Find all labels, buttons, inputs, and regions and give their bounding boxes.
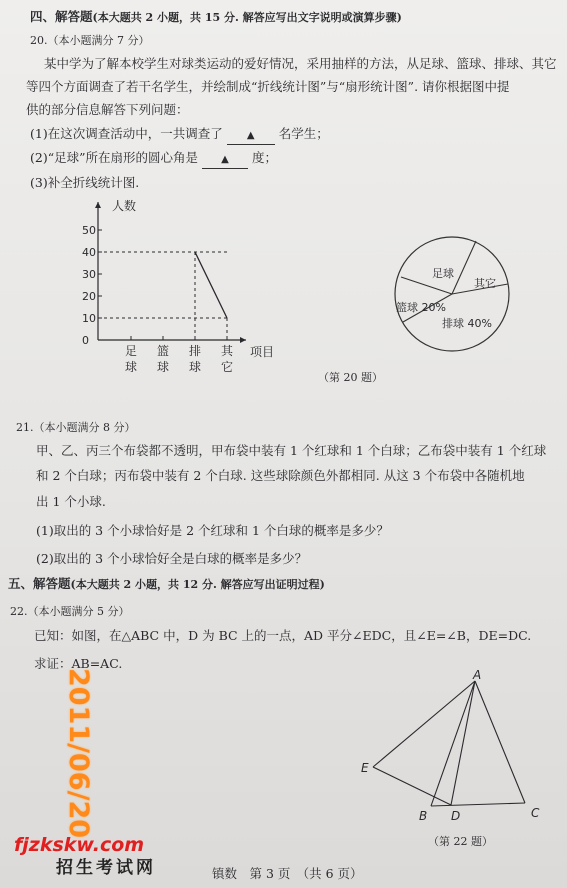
category-label: 它 (221, 360, 234, 374)
q20-caption: （第 20 题） (318, 371, 383, 384)
pie-chart (390, 235, 520, 360)
segment-AC (475, 681, 525, 803)
answer-blank-1[interactable]: ▲ (227, 126, 275, 145)
y-tick-label: 20 (82, 290, 96, 303)
y-tick-label: 40 (82, 246, 96, 259)
q22-header: 22.（本小题满分 5 分） (10, 605, 130, 618)
q20-sub1: (1)在这次调查活动中，一共调查了 ▲ 名学生； (30, 126, 329, 145)
q20-sub3: (3)补全折线统计图. (30, 175, 140, 190)
x-axis-arrow (240, 337, 246, 343)
section4-heading: 四、解答题(本大题共 2 小题，共 15 分. 解答应写出文字说明或演算步骤) (30, 9, 402, 24)
line-chart-ticks (82, 224, 102, 347)
category-label: 足 (125, 344, 138, 358)
category-label: 球 (157, 360, 170, 374)
q21-text-line2: 和 2 个白球；丙布袋中装有 2 个白球. 这些球除颜色外都相同. 从这 3 个布袋中各随机地 (36, 468, 525, 483)
pie-label-basketball: 篮球 20% (396, 301, 446, 314)
answer-blank-2[interactable]: ▲ (202, 150, 248, 169)
category-label: 排 (189, 344, 202, 358)
pie-divider-soccer-other (452, 241, 476, 294)
y-axis-arrow (95, 202, 101, 208)
q20-sub2: (2)“足球”所在扇形的圆心角是 ▲ 度； (30, 150, 277, 169)
geometry-figure (355, 665, 555, 825)
y-tick-label: 30 (82, 268, 96, 281)
line-chart-xlabel: 项目 (250, 345, 275, 359)
q20-text-line1: 某中学为了解本校学生对球类运动的爱好情况，采用抽样的方法，从足球、篮球、排球、其它 (44, 56, 557, 71)
date-stamp: 2011/06/20 (63, 668, 94, 839)
y-tick-label: 0 (82, 334, 89, 347)
q21-text-line1: 甲、乙、丙三个布袋都不透明，甲布袋中装有 1 个红球和 1 个白球；乙布袋中装有 1 个红球 (36, 443, 547, 458)
pie-label-soccer: 足球 (432, 267, 454, 280)
line-chart-guides (98, 252, 227, 318)
q21-text-line3: 出 1 个小球. (36, 494, 106, 509)
point-label-D: D (451, 809, 461, 823)
category-label: 其 (221, 344, 234, 358)
pie-label-volleyball: 排球 40% (442, 317, 492, 330)
q20-text-line3: 供的部分信息解答下列问题： (26, 102, 189, 117)
point-label-A: A (473, 668, 482, 682)
q20-text-line2: 等四个方面调查了若干名学生，并绘制成“折线统计图”与“扇形统计图”. 请你根据图中提 (26, 79, 510, 94)
segment-BC (431, 803, 525, 806)
y-tick-label: 50 (82, 224, 96, 237)
point-label-E: E (361, 761, 369, 775)
y-tick-label: 10 (82, 312, 96, 325)
segment-ED (373, 767, 451, 805)
line-chart (68, 190, 298, 380)
section5-heading: 五、解答题(本大题共 2 小题，共 12 分. 解答应写出证明过程) (8, 576, 325, 591)
watermark-site-logo: fjzkskw.com (14, 834, 145, 856)
watermark-slogan: 招生考试网 (56, 858, 156, 878)
series-line (195, 252, 227, 318)
category-label: 球 (125, 360, 138, 374)
segment-AD (451, 681, 475, 805)
line-chart-ylabel: 人数 (112, 199, 137, 213)
point-label-B: B (419, 809, 428, 823)
q20-header: 20.（本小题满分 7 分） (30, 34, 150, 47)
line-chart-categories (125, 336, 234, 374)
point-label-C: C (531, 806, 540, 820)
q21-sub1: (1)取出的 3 个小球恰好是 2 个红球和 1 个白球的概率是多少？ (36, 523, 389, 538)
q22-text-line1: 已知：如图，在△ABC 中，D 为 BC 上的一点，AD 平分∠EDC，且∠E=∠B，DE=DC. (34, 628, 532, 643)
category-label: 球 (189, 360, 202, 374)
category-label: 篮 (157, 344, 170, 358)
page-footer: 镇数 第 3 页 （共 6 页） (212, 866, 363, 881)
pie-label-other: 其它 (474, 277, 496, 290)
q22-caption: （第 22 题） (428, 835, 493, 848)
q22-text-line2: 求证：AB=AC. (34, 656, 123, 671)
q21-header: 21.（本小题满分 8 分） (16, 421, 136, 434)
line-chart-axes (95, 202, 246, 343)
q21-sub2: (2)取出的 3 个小球恰好全是白球的概率是多少？ (36, 551, 308, 566)
line-chart-series (195, 252, 227, 340)
